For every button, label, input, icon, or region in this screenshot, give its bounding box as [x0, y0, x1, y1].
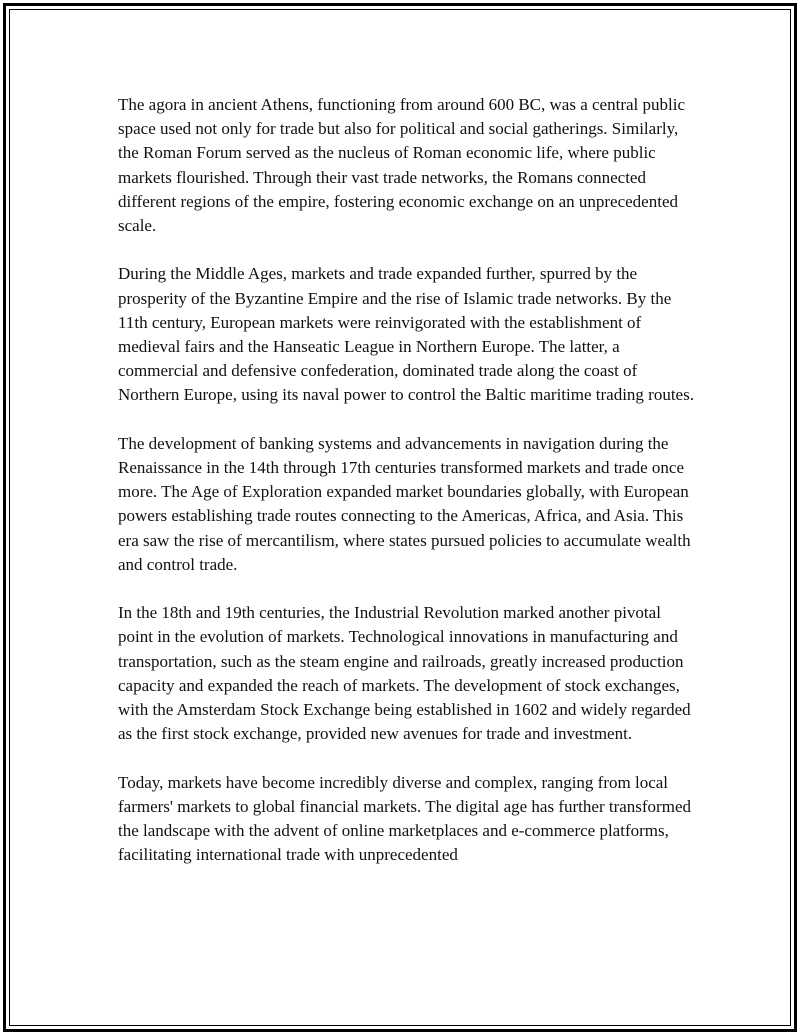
paragraph-ancient-markets: The agora in ancient Athens, functioning from around 600 BC, was a central public space used not only for trade but also for political and social gatherings. Similarly, the Roman Forum served as the nucleus of Roman economic life, where public markets flourished. Through their vast trade networks, the Romans connected different regions of the empire, fostering economic exchange on an unprecedented scale.: [118, 95, 685, 236]
paragraph-middle-ages: During the Middle Ages, markets and trade expanded further, spurred by the prosperity of the Byzantine Empire and the rise of Islamic trade networks. By the 11th century, European markets were reinvigorated with the establishment of medieval fairs and the Hanseatic League in Northern Europe. The latter, a commercial and defensive confederation, dominated trade along the coast of Northern Europe, using its naval power to control the Baltic maritime trading routes.: [118, 264, 694, 405]
paragraph-today: Today, markets have become incredibly diverse and complex, ranging from local farmers' markets to global financial markets. The digital age has further transformed the landscape with the advent of online marketplaces and e-commerce platforms, facilitating international trade with unprecedented: [118, 772, 691, 865]
paragraph-renaissance: The development of banking systems and advancements in navigation during the Renaissance in the 14th through 17th centuries transformed markets and trade once more. The Age of Exploration expanded market boundaries globally, with European powers establishing trade routes connecting to the Americas, Africa, and Asia. This era saw the rise of mercantilism, where states pursued policies to accumulate wealth and control trade.: [118, 433, 691, 574]
paragraph-industrial-revolution: In the 18th and 19th centuries, the Industrial Revolution marked another pivotal point in the evolution of markets. Technological innovations in manufacturing and transportation, such as the steam engine and railroads, greatly increased production capacity and expanded the reach of markets. The development of stock exchanges, with the Amsterdam Stock Exchange being established in 1602 and widely regarded as the first stock exchange, provided new avenues for trade and investment.: [118, 603, 691, 744]
document-body: [118, 93, 698, 892]
